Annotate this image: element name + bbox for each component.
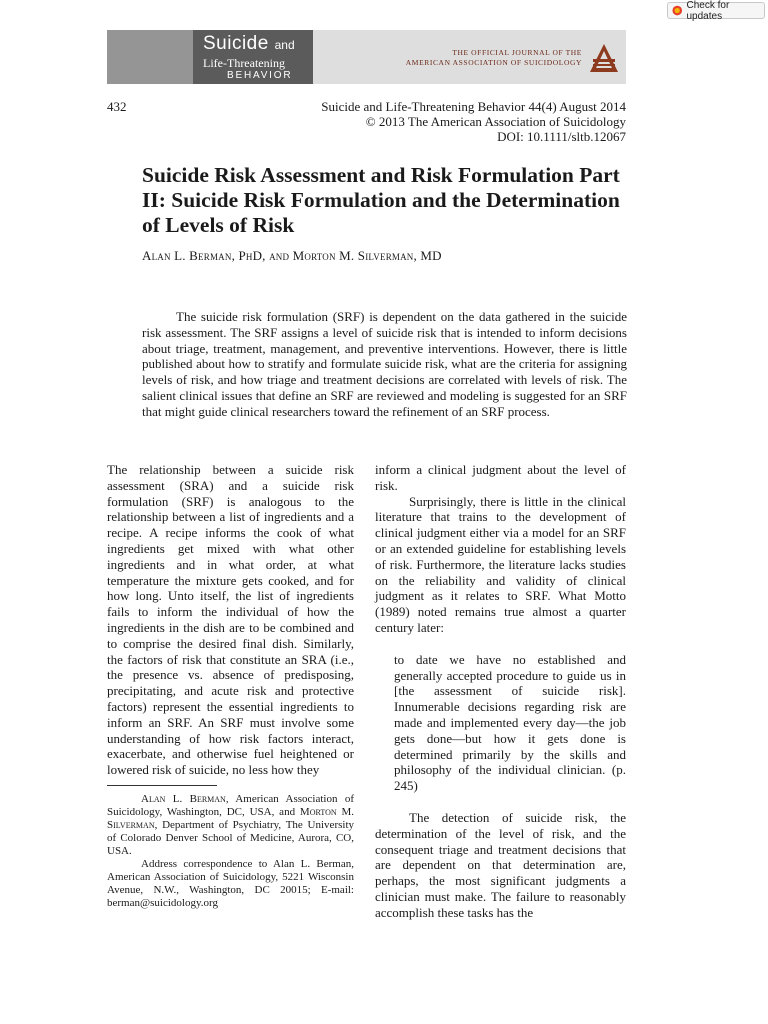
check-for-updates-label: Check for updates [686, 0, 730, 22]
footnote-name-berman: Alan L. Berman [141, 793, 226, 805]
article-title: Suicide Risk Assessment and Risk Formulation Part II: Suicide Risk Formulation and the Determination of Levels of Risk [142, 163, 620, 237]
journal-word-life-threatening: Life-Threatening [203, 56, 285, 70]
body-column-left [107, 462, 354, 778]
official-journal-line1: THE OFFICIAL JOURNAL OF THE [452, 48, 582, 57]
footnote-correspondence: Address correspondence to Alan L. Berman, American Association of Suicidology, 5221 Wisconsin Avenue, N.W., Washington, DC 20015; E-mail: berman@suicidology.org [107, 858, 354, 909]
paragraph: The relationship between a suicide risk assessment (SRA) and a suicide risk formulation (SRF) is analogous to the relationship between a list of ingredients and a recipe. A recipe informs the cook of what ingredients get mixed with what other ingredients and in what order, at what temperature the mixture gets cooked, and for how long. Unto itself, the list of ingredients fails to inform the individual of how the ingredients in the dish are to be combined and to comprise the desired final dish. Similarly, the factors of risk that constitute an SRA (i.e., the presence vs. absence of predisposing, precipitating, and acute risk and protective factors) represent the essential ingredients to inform an SRF. An SRF must involve some understanding of how risk factors interact, exacerbate, and otherwise fuel heightened or lowered risk of suicide, no less how they [107, 462, 354, 778]
footnote-affiliations [107, 793, 354, 858]
official-journal-line2: AMERICAN ASSOCIATION OF SUICIDOLOGY [405, 58, 582, 67]
paragraph: Surprisingly, there is little in the clinical literature that trains to the development of clinical judgment either via a model for an SRF or an extended guideline for establishing levels of risk. Furthermore, the literature lacks studies on the reliability and validity of clinical judgment as it relates to SRF. What Motto (1989) noted remains true almost a quarter century later: [375, 493, 626, 635]
copyright-line: © 2013 The American Association of Suicidology [365, 114, 626, 129]
author-berman: Alan L. Berman [142, 248, 232, 263]
footnote-text: , Department of Psychiatry, The University of Colorado Denver School of Medicine, Aurora, CO, USA. [107, 819, 354, 857]
footnote [107, 793, 354, 910]
journal-banner [193, 30, 313, 84]
paragraph: The detection of suicide risk, the determination of the level of risk, and the consequent triage and treatment decisions that are dependent on that determination are, perhaps, the most significant judgments a clinician must make. The failure to reasonably accomplish these tasks has the [375, 809, 626, 920]
update-icon [672, 5, 683, 16]
banner-left-block [107, 30, 193, 84]
journal-word-and: and [274, 38, 295, 52]
block-quote: to date we have no established and generally accepted procedure to guide us in [the assessment of suicide risk]. Innumerable decisions regarding risk are made and implemented every day—the job gets done—but how it gets done is determined primarily by the skills and philosophy of the individual clinician. (p. 245) [394, 651, 626, 794]
footnote-divider [107, 785, 217, 786]
author-silverman: Morton M. Silverman [292, 248, 414, 263]
author-line [142, 248, 442, 264]
paragraph: inform a clinical judgment about the level of risk. [375, 462, 626, 493]
check-for-updates-button[interactable] [667, 0, 765, 22]
page-number: 432 [107, 99, 127, 114]
abstract: The suicide risk formulation (SRF) is dependent on the data gathered in the suicide risk assessment. The SRF assigns a level of suicide risk that is intended to inform decisions about triage, treatment, management, and preventive interventions. However, there is little published about how to stratify and formulate suicide risk, what are the criteria for assigning levels of risk, and how triage and treatment decisions are correlated with levels of risk. The salient clinical issues that define an SRF are reviewed and modeling is suggested for an SRF that might guide clinical researchers toward the refinement of an SRF process. [142, 309, 627, 419]
author-silverman-degree: , MD [413, 248, 442, 263]
citation-block [300, 99, 626, 144]
footnote-name-silverman: Morton M. Silverman [107, 806, 355, 831]
body-column-right [375, 462, 626, 921]
journal-word-suicide: Suicide [203, 33, 269, 54]
doi-line: DOI: 10.1111/sltb.12067 [497, 129, 626, 144]
journal-word-behavior: BEHAVIOR [227, 70, 293, 81]
citation-line: Suicide and Life-Threatening Behavior 44(4) August 2014 [321, 99, 626, 114]
author-berman-degree: , PhD, and [231, 248, 293, 263]
aas-logo-icon [588, 42, 620, 74]
official-journal-banner [313, 30, 626, 84]
footnote-text: , American Association of Suicidology, Washington, DC, USA, and [107, 793, 354, 818]
